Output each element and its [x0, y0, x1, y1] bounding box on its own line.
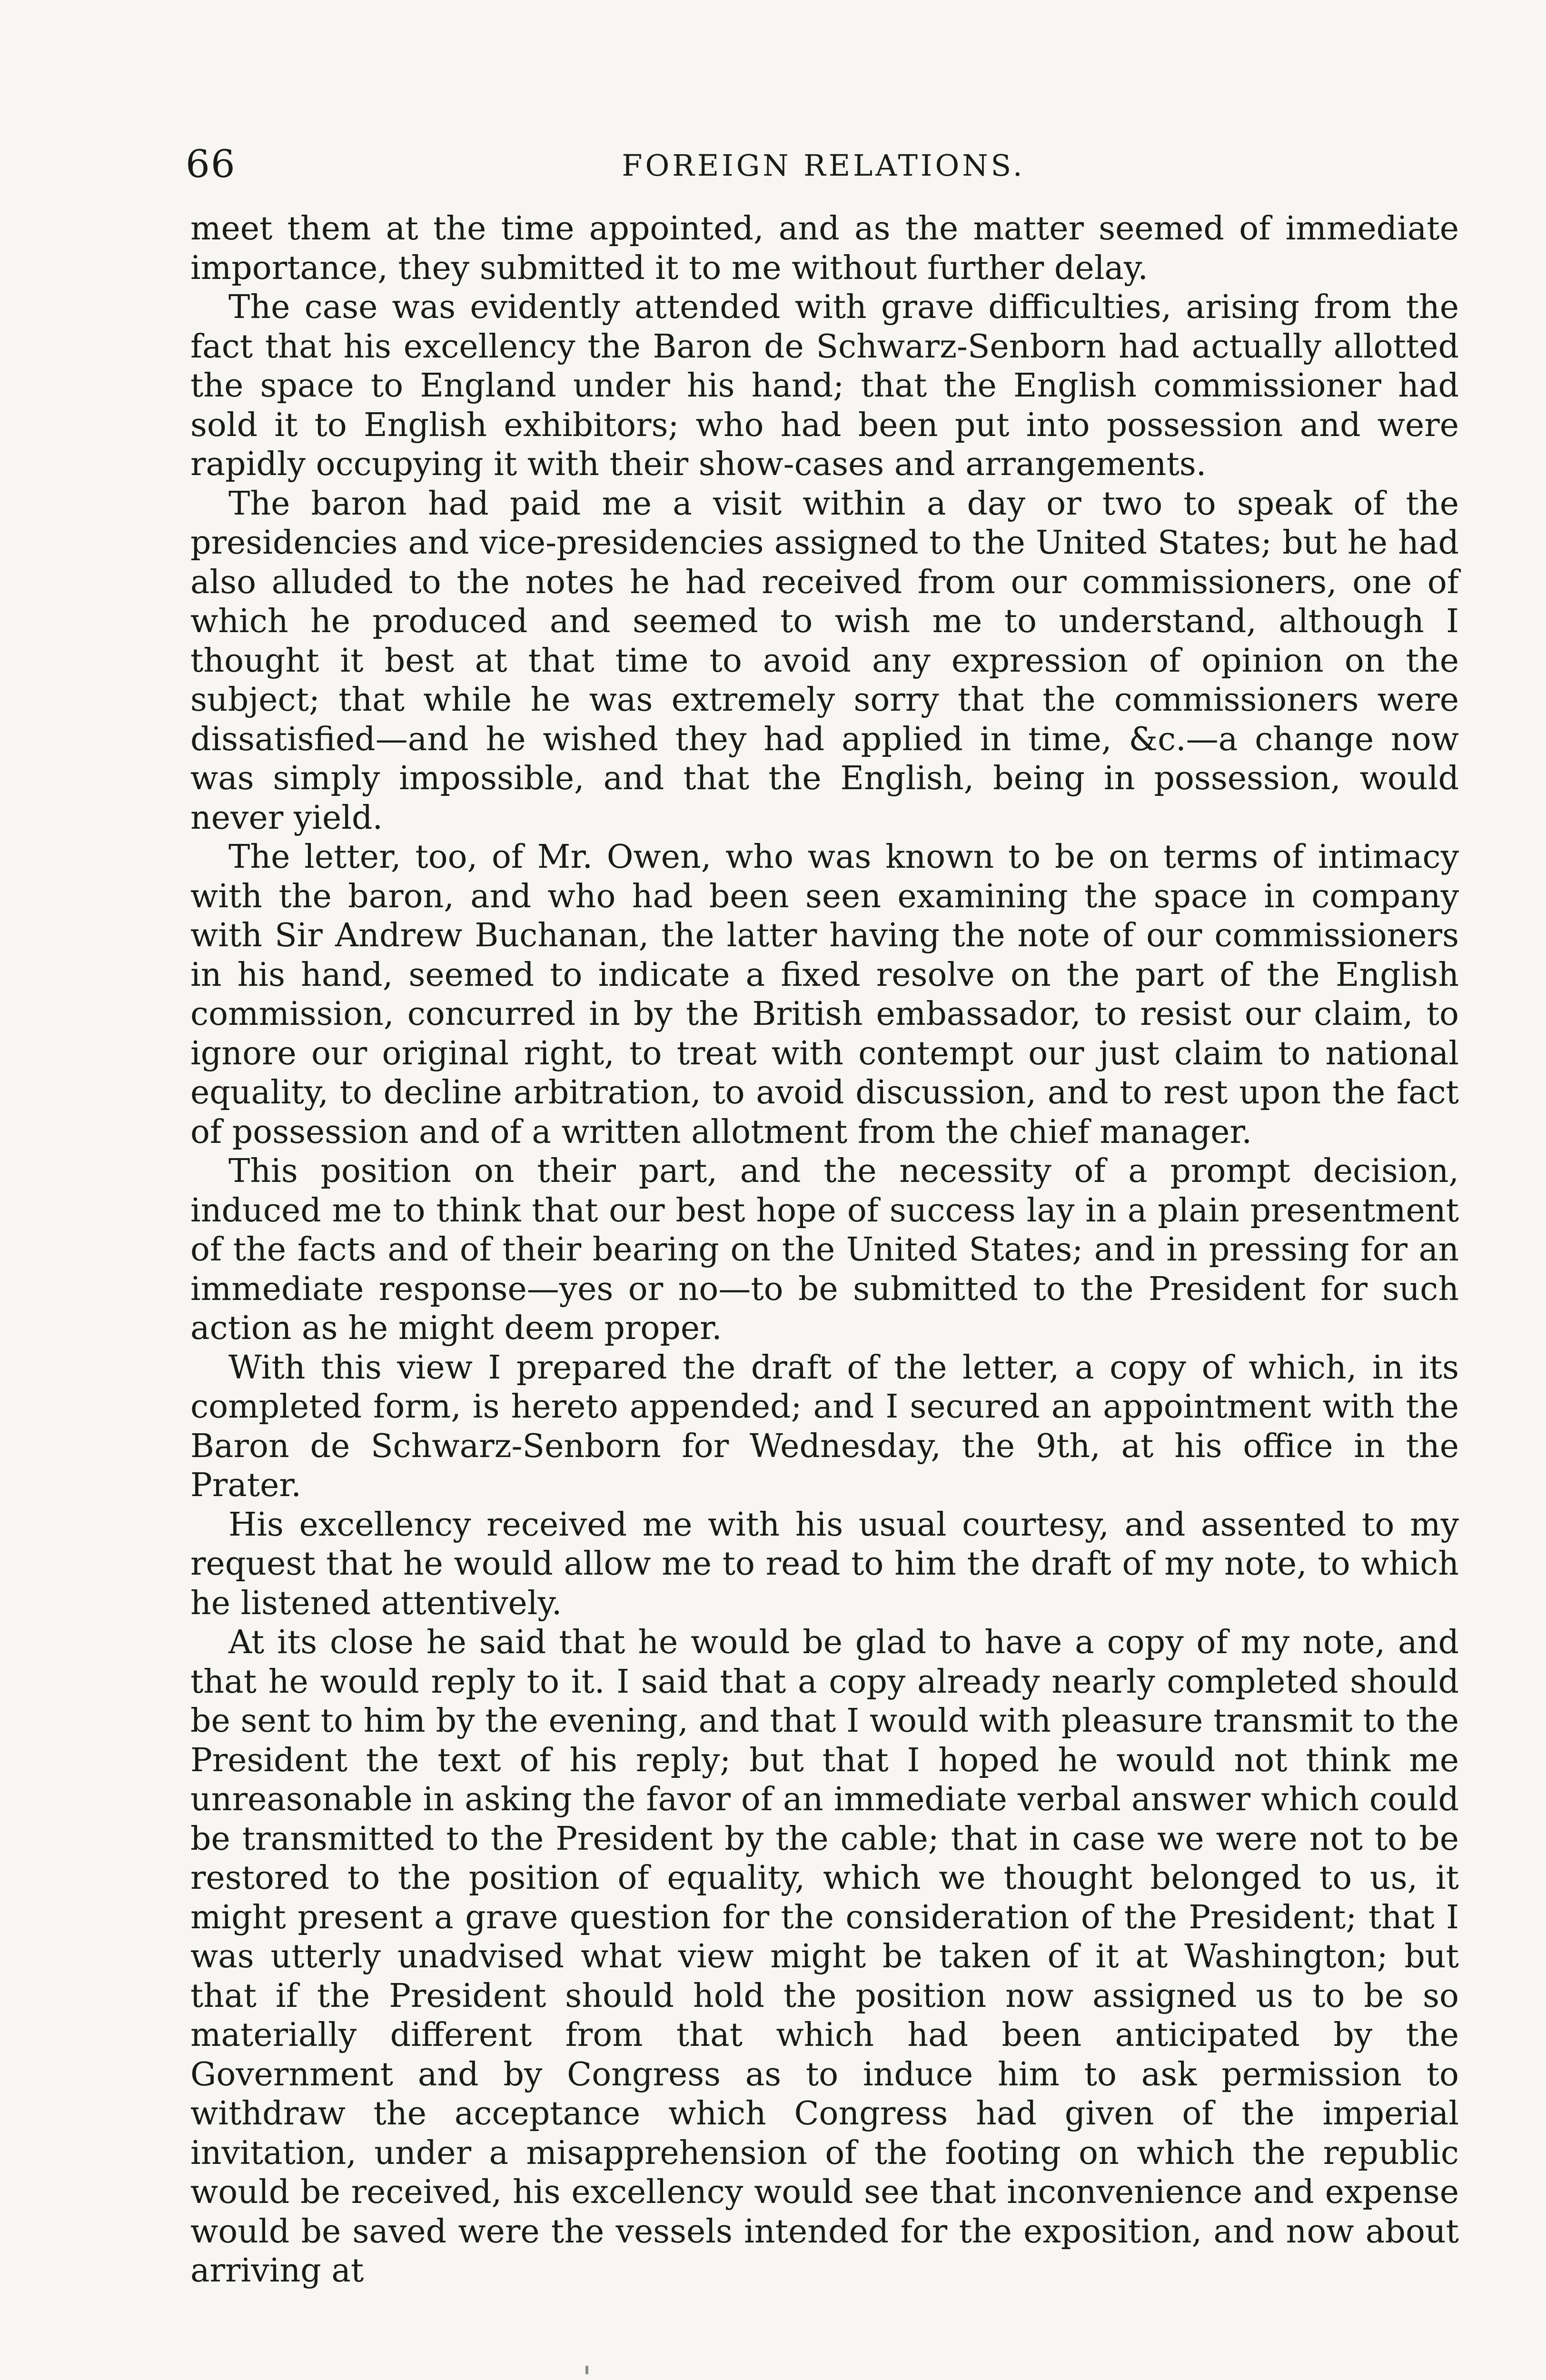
paragraph: meet them at the time appointed, and as the matter seemed of immediate importance, they submitted it to me without further delay.: [190, 210, 1459, 287]
paragraph: With this view I prepared the draft of the letter, a copy of which, in its completed form, is hereto appended; and I secured an appointment with the Baron de Schwarz-Senborn for Wednesday, the 9th, at his office in the Prater.: [190, 1349, 1459, 1504]
page-header: [186, 138, 1461, 190]
paragraph: The letter, too, of Mr. Owen, who was known to be on terms of intimacy with the baron, and who had been seen examining the space in company with Sir Andrew Buchanan, the latter having the note of our commissioners in his hand, seemed to indicate a fixed resolve on the part of the English commission, concurred in by the British embassador, to resist our claim, to ignore our original right, to treat with contempt our just claim to national equality, to decline arbitration, to avoid discussion, and to rest upon the fact of possession and of a written allotment from the chief manager.: [190, 838, 1459, 1151]
paragraph: This position on their part, and the necessity of a prompt decision, induced me to think that our best hope of success lay in a plain presentment of the facts and of their bearing on the United States; and in pressing for an immediate response—yes or no—to be submitted to the President for such action as he might deem proper.: [190, 1152, 1459, 1347]
page-number: 66: [186, 142, 236, 186]
running-title: FOREIGN RELATIONS.: [622, 148, 1025, 183]
paragraph: The baron had paid me a visit within a day or two to speak of the presidencies and vice-presidencies assigned to the United States; but he had also alluded to the notes he had received from our commissioners, one of which he produced and seemed to wish me to understand, although I thought it best at that time to avoid any expression of opinion on the subject; that while he was extremely sorry that the commissioners were dissatisfied—and he wished they had applied in time, &c.—a change now was simply impossible, and that the English, being in possession, would never yield.: [190, 485, 1459, 837]
paragraph: At its close he said that he would be glad to have a copy of my note, and that he would reply to it. I said that a copy already nearly completed should be sent to him by the evening, and that I would with pleasure transmit to the President the text of his reply; but that I hoped he would not think me unreasonable in asking the favor of an immediate verbal answer which could be transmitted to the President by the cable; that in case we were not to be restored to the position of equality, which we thought belonged to us, it might present a grave question for the consideration of the President; that I was utterly unadvised what view might be taken of it at Washington; but that if the President should hold the position now assigned us to be so materially different from that which had been anticipated by the Government and by Congress as to induce him to ask permission to withdraw the acceptance which Congress had given of the imperial invitation, under a misapprehension of the footing on which the republic would be received, his excellency would see that inconvenience and expense would be saved were the vessels intended for the exposition, and now about arriving at: [190, 1624, 1459, 2290]
print-speck: [585, 2366, 588, 2374]
body-text: [190, 209, 1459, 2291]
paragraph: The case was evidently attended with grave difficulties, arising from the fact that his excellency the Baron de Schwarz-Senborn had actually allotted the space to England under his hand; that the English commissioner had sold it to English exhibitors; who had been put into possession and were rapidly occupying it with their show-cases and arrangements.: [190, 288, 1459, 483]
paragraph: His excellency received me with his usual courtesy, and assented to my request that he would allow me to read to him the draft of my note, to which he listened attentively.: [190, 1506, 1459, 1622]
